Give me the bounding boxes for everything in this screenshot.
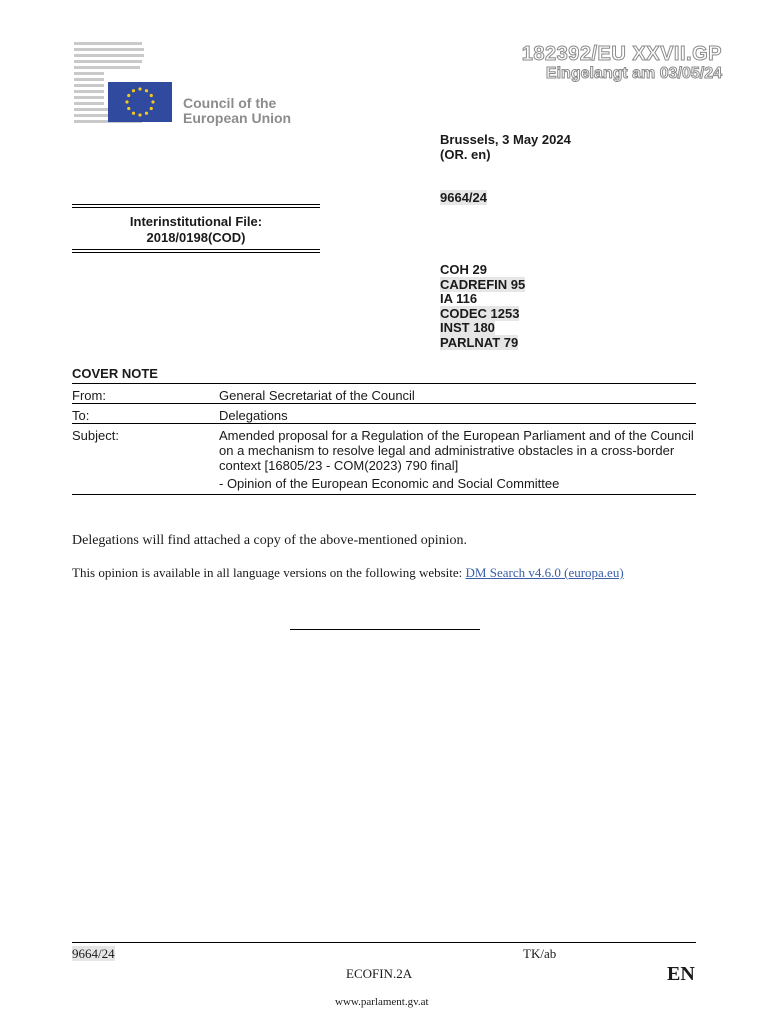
code-item: INST 180 bbox=[440, 320, 495, 335]
eu-star bbox=[145, 89, 148, 92]
doc-number-block bbox=[440, 190, 487, 205]
eu-star bbox=[151, 100, 154, 103]
code-item: CADREFIN 95 bbox=[440, 276, 526, 292]
code-item: COH 29 bbox=[440, 262, 487, 277]
code-item: PARLNAT 79 bbox=[440, 334, 519, 350]
from-value: General Secretariat of the Council bbox=[219, 388, 415, 403]
council-name-line2: European Union bbox=[183, 110, 292, 126]
from-row bbox=[72, 383, 696, 403]
iif-top-rule bbox=[72, 204, 320, 208]
council-logo bbox=[74, 42, 174, 124]
dm-search-link[interactable]: DM Search v4.6.0 (europa.eu) bbox=[465, 565, 624, 580]
document-number: 9664/24 bbox=[440, 190, 487, 205]
subject-value: Amended proposal for a Regulation of the European Parliament and of the Council on a mechanism to resolve legal and administrative obstacles in a cross-border context [16805/23 - COM(2023) 790 final] bbox=[219, 428, 694, 473]
council-name-line1: Council of the bbox=[183, 95, 277, 111]
body-paragraph-1: Delegations will find attached a copy of the above-mentioned opinion. bbox=[72, 533, 467, 548]
footer-unit: ECOFIN.2A bbox=[346, 966, 413, 981]
subject-row bbox=[72, 423, 696, 495]
eu-star bbox=[150, 94, 153, 97]
subject-label: Subject: bbox=[72, 428, 119, 443]
eu-star bbox=[127, 94, 130, 97]
interinstitutional-file bbox=[72, 204, 320, 253]
code-item: CODEC 1253 bbox=[440, 305, 520, 321]
end-separator bbox=[290, 629, 480, 630]
iif-bottom-rule bbox=[72, 249, 320, 253]
eu-star bbox=[138, 113, 141, 116]
iif-label: Interinstitutional File: bbox=[129, 214, 263, 229]
header-date-block bbox=[440, 132, 571, 162]
footer-initials: TK/ab bbox=[523, 946, 557, 961]
to-row bbox=[72, 403, 696, 423]
cover-note-title: COVER NOTE bbox=[72, 366, 158, 381]
paragraph2-text: This opinion is available in all language versions on the following website: bbox=[72, 565, 466, 580]
footer-rule bbox=[72, 942, 696, 943]
footer-website: www.parlament.gv.at bbox=[335, 996, 429, 1008]
council-logo-graphic bbox=[74, 42, 174, 124]
eu-star bbox=[145, 112, 148, 115]
subject-opinion: - Opinion of the European Economic and Social Committee bbox=[219, 476, 560, 491]
footer-doc-number: 9664/24 bbox=[72, 946, 115, 961]
iif-value: 2018/0198(COD) bbox=[146, 230, 246, 245]
eu-star bbox=[132, 112, 135, 115]
from-label: From: bbox=[72, 388, 106, 403]
cover-note bbox=[72, 366, 696, 495]
to-label: To: bbox=[72, 408, 90, 423]
council-name bbox=[183, 96, 291, 126]
eu-star bbox=[125, 100, 128, 103]
footer-language: EN bbox=[667, 963, 695, 985]
footer-doc-ref bbox=[72, 946, 115, 962]
receipt-stamp bbox=[522, 44, 722, 84]
stamp-line2: Eingelangt am 03/05/24 bbox=[545, 65, 722, 82]
code-item: IA 116 bbox=[440, 291, 478, 306]
document-date: Brussels, 3 May 2024 bbox=[440, 132, 571, 147]
body-paragraph-2 bbox=[72, 565, 624, 581]
stamp-line1: 182392/EU XXVII.GP bbox=[521, 43, 722, 65]
eu-star bbox=[150, 107, 153, 110]
eu-star bbox=[127, 107, 130, 110]
eu-star bbox=[132, 89, 135, 92]
original-language: (OR. en) bbox=[440, 147, 491, 162]
to-value: Delegations bbox=[219, 408, 288, 423]
subject-codes bbox=[440, 263, 525, 350]
eu-star bbox=[138, 87, 141, 90]
subject-value-block bbox=[219, 424, 696, 494]
